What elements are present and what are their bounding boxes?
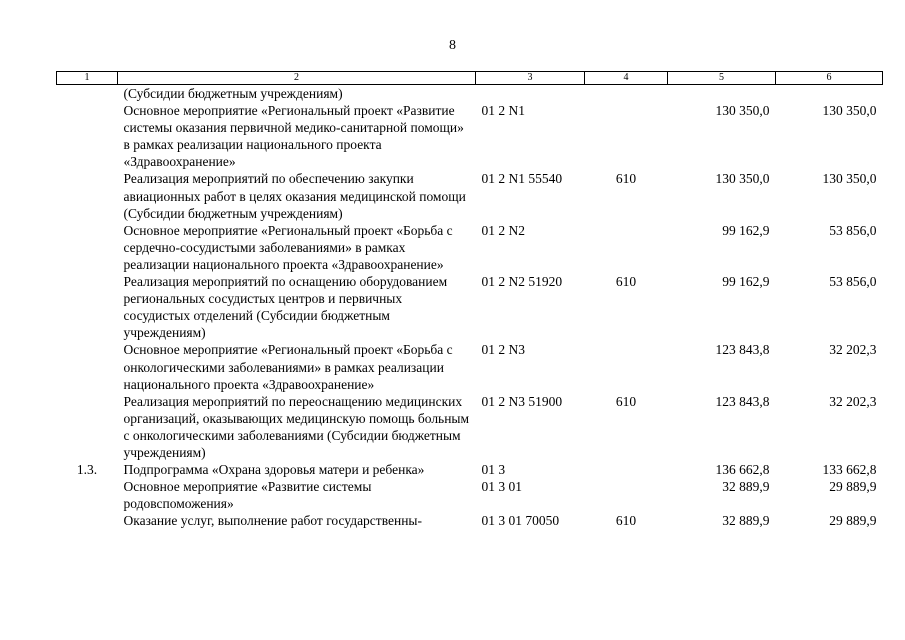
row-name: Основное мероприятие «Региональный проект «Борьба с онкологическими заболеваниями» в рамках реализации национального проекта «Здравоохранение»	[123, 342, 453, 392]
target-article-code: 01 2 N2 51920	[481, 274, 563, 290]
table-row	[57, 85, 883, 103]
amount-col-5: 130 350,0	[715, 171, 770, 187]
row-name: Реализация мероприятий по обеспечению закупки авиационных работ в целях оказания медицинской помощи (Субсидии бюджетным учреждениям)	[123, 171, 466, 221]
row-number	[57, 170, 118, 221]
target-article-code: 01 3 01 70050	[481, 513, 560, 529]
row-number	[57, 222, 118, 273]
amount-col-6: 29 889,9	[829, 513, 877, 529]
page-number: 8	[449, 38, 456, 53]
target-article-code: 01 2 N1 55540	[481, 171, 563, 187]
expense-type-code: 610	[615, 171, 637, 187]
table-row	[57, 102, 883, 170]
target-article-code: 01 2 N3 51900	[481, 393, 563, 409]
amount-col-5: 99 162,9	[722, 274, 770, 290]
row-name: Реализация мероприятий по переоснащению медицинских организаций, оказывающих медицинскую помощь больным с онкологическими заболеваниями (Субсидии бюджетным учреждениям)	[123, 393, 470, 460]
amount-col-5: 123 843,8	[715, 393, 770, 409]
target-article-code: 01 3	[481, 462, 506, 478]
amount-col-6	[776, 85, 883, 103]
expense-type-code: 610	[615, 513, 637, 529]
expense-type-code	[585, 461, 668, 478]
amount-col-6: 32 202,3	[829, 393, 877, 409]
amount-col-5: 130 350,0	[715, 103, 770, 119]
table-row	[57, 478, 883, 512]
column-header-4: 4	[585, 72, 668, 85]
amount-col-5: 32 889,9	[722, 513, 770, 529]
table-row	[57, 341, 883, 392]
row-number	[57, 478, 118, 512]
table-body	[57, 85, 883, 530]
expense-type-code	[585, 222, 668, 273]
target-article-code: 01 2 N3	[481, 342, 525, 358]
amount-col-6: 130 350,0	[822, 171, 877, 187]
column-header-3: 3	[476, 72, 585, 85]
expense-type-code	[585, 478, 668, 512]
amount-col-5: 99 162,9	[722, 222, 770, 238]
row-name: Основное мероприятие «Региональный проект «Борьба с сердечно-сосудистыми заболеваниями» в рамках реализации национального проекта «Здравоохранение»	[123, 222, 453, 272]
amount-col-6: 133 662,8	[822, 462, 877, 478]
row-name: Подпрограмма «Охрана здоровья матери и ребенка»	[123, 462, 425, 478]
row-name: Оказание услуг, выполнение работ государственны-	[123, 513, 423, 529]
table-row	[57, 461, 883, 478]
amount-col-5: 123 843,8	[715, 342, 770, 358]
row-name: (Субсидии бюджетным учреждениям)	[123, 86, 343, 101]
expense-type-code: 610	[615, 274, 637, 290]
amount-col-6: 130 350,0	[822, 103, 877, 119]
expense-type-code	[585, 102, 668, 170]
table-row	[57, 273, 883, 341]
table-row	[57, 222, 883, 273]
amount-col-5	[668, 85, 776, 103]
amount-col-6: 53 856,0	[829, 222, 877, 238]
expense-type-code	[585, 341, 668, 392]
table-row	[57, 512, 883, 529]
expense-type-code: 610	[615, 393, 637, 409]
target-article-code: 01 2 N2	[481, 222, 525, 238]
row-number	[57, 85, 118, 103]
row-name: Основное мероприятие «Региональный проект «Развитие системы оказания первичной медико-санитарной помощи» в рамках реализации национального проекта «Здравоохранение»	[123, 103, 464, 170]
row-name: Реализация мероприятий по оснащению оборудованием региональных сосудистых центров и первичных сосудистых отделений (Субсидии бюджетным учреждениям)	[123, 274, 448, 341]
target-article-code: 01 2 N1	[481, 103, 525, 119]
column-header-6: 6	[776, 72, 883, 85]
row-number	[57, 393, 118, 461]
amount-col-5: 136 662,8	[715, 462, 770, 478]
target-article-code: 01 3 01	[481, 479, 522, 495]
budget-table	[56, 71, 883, 529]
amount-col-6: 29 889,9	[829, 479, 877, 495]
column-header-5: 5	[668, 72, 776, 85]
amount-col-5: 32 889,9	[722, 479, 770, 495]
row-number	[57, 102, 118, 170]
amount-col-6: 53 856,0	[829, 274, 877, 290]
row-name: Основное мероприятие «Развитие системы родовспоможения»	[123, 479, 372, 512]
row-number	[57, 341, 118, 392]
row-number	[57, 273, 118, 341]
table-row	[57, 393, 883, 461]
expense-type-code	[585, 85, 668, 103]
row-number: 1.3.	[76, 462, 98, 478]
row-number	[57, 512, 118, 529]
amount-col-6: 32 202,3	[829, 342, 877, 358]
column-header-2: 2	[118, 72, 476, 85]
target-article-code	[476, 85, 585, 103]
column-number-row	[57, 72, 883, 85]
column-header-1: 1	[57, 72, 118, 85]
table-row	[57, 170, 883, 221]
